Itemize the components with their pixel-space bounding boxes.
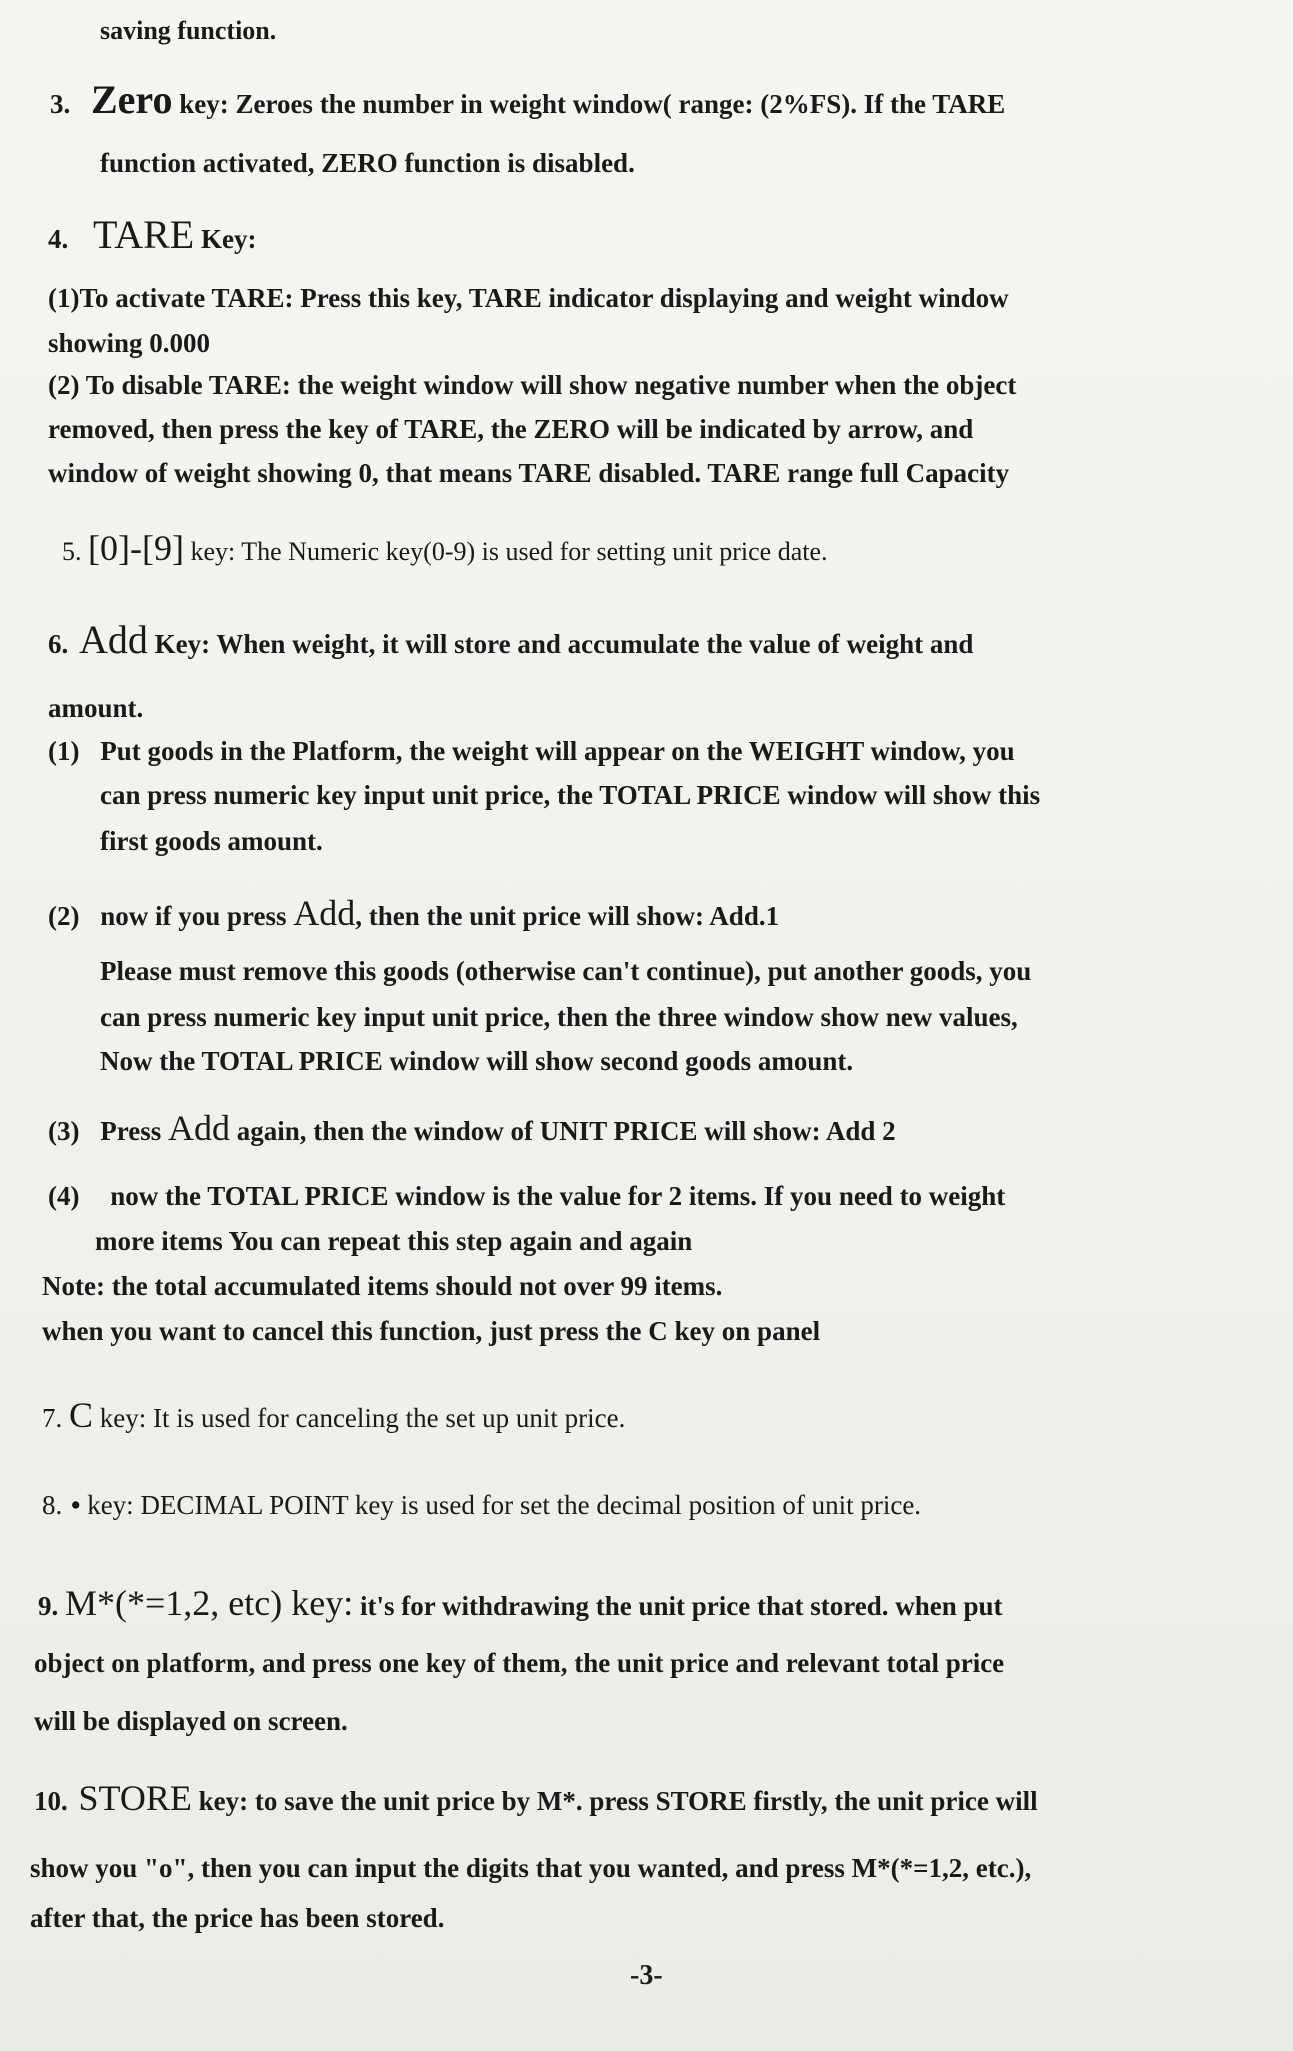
item-10-line-2: show you "o", then you can input the digits that you wanted, and press M*(*=1,2, etc.), bbox=[30, 1853, 1032, 1883]
step-number: (2) bbox=[48, 901, 80, 931]
item-6-step-1-line-1 bbox=[48, 738, 1015, 765]
m-key-label: M*(*=1,2, etc) key: bbox=[65, 1583, 354, 1623]
page-number: -3- bbox=[630, 1960, 663, 1991]
item-7-text: key: It is used for canceling the set up unit price. bbox=[93, 1403, 626, 1433]
item-6-step-4-line-1 bbox=[48, 1183, 1005, 1210]
step-number: (4) bbox=[48, 1181, 80, 1211]
item-9-line-1 bbox=[38, 1585, 1003, 1621]
item-9-text: it's for withdrawing the unit price that stored. when put bbox=[353, 1591, 1003, 1621]
item-4-p2-line-2: removed, then press the key of TARE, the ZERO will be indicated by arrow, and bbox=[48, 414, 974, 444]
item-8-text: key: DECIMAL POINT key is used for set the decimal position of unit price. bbox=[80, 1490, 922, 1520]
item-6-step-1-line-2: can press numeric key input unit price, the TOTAL PRICE window will show this bbox=[100, 780, 1041, 810]
c-key-label: C bbox=[69, 1395, 94, 1435]
item-number: 6. bbox=[48, 629, 69, 659]
item-10-line-3: after that, the price has been stored. bbox=[30, 1903, 445, 1933]
tare-key-label: TARE bbox=[93, 212, 195, 257]
item-10-text: key: to save the unit price by M*. press STORE firstly, the unit price will bbox=[191, 1786, 1038, 1816]
item-5-text: key: The Numeric key(0-9) is used for setting unit price date. bbox=[183, 537, 828, 566]
item-6-step-3-line-1 bbox=[48, 1110, 896, 1146]
step-text-post: again, then the window of UNIT PRICE will show: Add 2 bbox=[229, 1116, 896, 1146]
item-6-text: Key: When weight, it will store and accumulate the value of weight and bbox=[147, 629, 974, 659]
numeric-key-label: [0]-[9] bbox=[88, 528, 184, 568]
item-4-p2-line-1: (2) To disable TARE: the weight window will show negative number when the object bbox=[48, 370, 1017, 400]
item-7-line bbox=[42, 1397, 625, 1433]
item-6-note-1: Note: the total accumulated items should not over 99 items. bbox=[42, 1271, 723, 1301]
item-5-line bbox=[62, 530, 828, 566]
item-number: 8. bbox=[42, 1490, 63, 1520]
item-3-text: key: Zeroes the number in weight window( range: (2%FS). If the TARE bbox=[172, 89, 1006, 119]
item-3-line-2: function activated, ZERO function is disabled. bbox=[100, 148, 635, 178]
item-6-step-4-line-2: more items You can repeat this step again and again bbox=[95, 1226, 693, 1256]
decimal-key-label: • bbox=[71, 1490, 81, 1520]
item-6-line-2: amount. bbox=[48, 693, 144, 723]
item-9-line-3: will be displayed on screen. bbox=[34, 1706, 348, 1736]
item-4-title-suffix: Key: bbox=[194, 224, 257, 254]
item-10-line-1 bbox=[34, 1780, 1038, 1816]
intro-line: saving function. bbox=[100, 16, 277, 45]
item-number: 9. bbox=[38, 1591, 59, 1621]
item-number: 7. bbox=[42, 1403, 63, 1433]
item-number: 10. bbox=[34, 1786, 68, 1816]
step-text-pre: now if you press bbox=[100, 901, 294, 931]
step-text: now the TOTAL PRICE window is the value for 2 items. If you need to weight bbox=[110, 1181, 1006, 1211]
item-6-step-1-line-3: first goods amount. bbox=[100, 826, 323, 856]
item-4-p1-line-2: showing 0.000 bbox=[48, 328, 211, 358]
item-6-line-1 bbox=[48, 617, 974, 662]
step-number: (1) bbox=[48, 736, 80, 766]
step-text-pre: Press bbox=[100, 1116, 168, 1146]
step-text: Put goods in the Platform, the weight will appear on the WEIGHT window, you bbox=[100, 736, 1015, 766]
item-6-step-2-line-4: Now the TOTAL PRICE window will show second goods amount. bbox=[100, 1046, 854, 1076]
item-6-step-2-line-3: can press numeric key input unit price, then the three window show new values, bbox=[100, 1002, 1018, 1032]
item-8-line bbox=[42, 1492, 921, 1519]
add-key-label: Add bbox=[293, 893, 356, 933]
item-number: 5. bbox=[62, 537, 82, 566]
add-key-label: Add bbox=[167, 1108, 230, 1148]
item-6-step-2-line-2: Please must remove this goods (otherwise can't continue), put another goods, you bbox=[100, 956, 1032, 986]
item-4-p2-line-3: window of weight showing 0, that means TARE disabled. TARE range full Capacity bbox=[48, 458, 1010, 488]
store-key-label: STORE bbox=[78, 1778, 192, 1818]
item-6-step-2-line-1 bbox=[48, 895, 779, 931]
item-number: 4. bbox=[48, 224, 69, 254]
add-key-label: Add bbox=[79, 617, 148, 662]
item-4-p1-line-1: (1)To activate TARE: Press this key, TARE indicator displaying and weight window bbox=[48, 283, 1009, 313]
item-4-title bbox=[48, 212, 257, 257]
item-number: 3. bbox=[50, 89, 71, 119]
step-text-post: , then the unit price will show: Add.1 bbox=[355, 901, 780, 931]
item-6-note-2: when you want to cancel this function, just press the C key on panel bbox=[42, 1316, 821, 1346]
item-9-line-2: object on platform, and press one key of them, the unit price and relevant total price bbox=[34, 1648, 1005, 1678]
item-3-line-1 bbox=[50, 77, 1006, 122]
step-number: (3) bbox=[48, 1116, 80, 1146]
zero-key-label: Zero bbox=[91, 77, 173, 122]
